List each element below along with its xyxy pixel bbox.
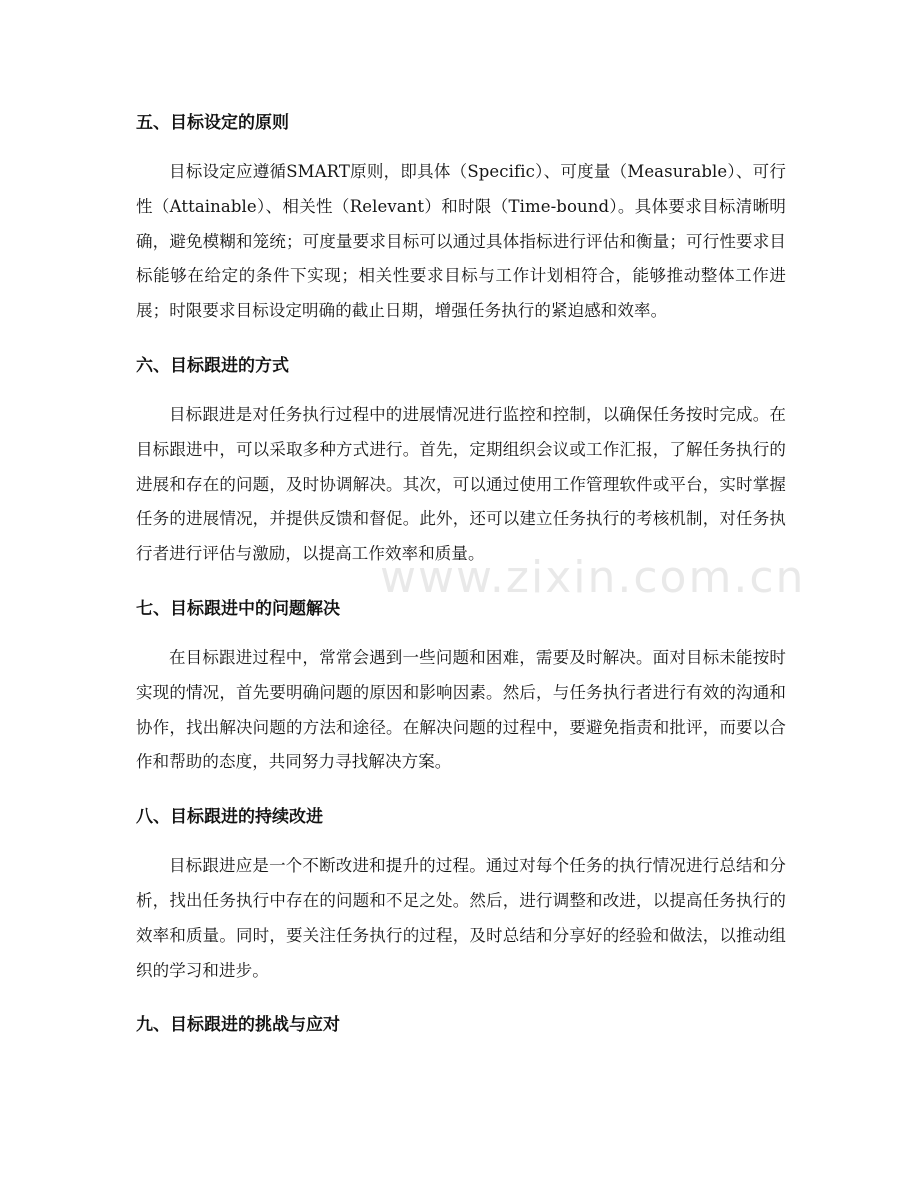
section-paragraph: 目标跟进是对任务执行过程中的进展情况进行监控和控制，以确保任务按时完成。在目标跟进中，可以采取多种方式进行。首先，定期组织会议或工作汇报，了解任务执行的进展和存在的问题，及时协调解决。其次，可以通过使用工作管理软件或平台，实时掌握任务的进展情况，并提供反馈和督促。此外，还可以建立任务执行的考核机制，对任务执行者进行评估与激励，以提高工作效率和质量。 (136, 404, 786, 564)
section-heading: 七、目标跟进中的问题解决 (136, 598, 340, 619)
document-content (136, 103, 786, 1045)
section-problem-solving (136, 589, 786, 780)
section-paragraph: 在目标跟进过程中，常常会遇到一些问题和困难，需要及时解决。面对目标未能按时实现的情况，首先要明确问题的原因和影响因素。然后，与任务执行者进行有效的沟通和协作，找出解决问题的方法和途径。在解决问题的过程中，要避免指责和批评，而要以合作和帮助的态度，共同努力寻找解决方案。 (136, 647, 786, 772)
section-heading: 六、目标跟进的方式 (136, 355, 289, 376)
section-paragraph: 目标跟进应是一个不断改进和提升的过程。通过对每个任务的执行情况进行总结和分析，找出任务执行中存在的问题和不足之处。然后，进行调整和改进，以提高任务执行的效率和质量。同时，要关注任务执行的过程，及时总结和分享好的经验和做法，以推动组织的学习和进步。 (136, 856, 786, 980)
section-heading: 九、目标跟进的挑战与应对 (136, 1015, 340, 1036)
section-continuous-improvement (136, 797, 786, 988)
section-paragraph: 目标设定应遵循SMART原则，即具体（Specific）、可度量（Measurable）、可行性（Attainable）、相关性（Relevant）和时限（Time-bound）。具体要求目标清晰明确，避免模糊和笼统；可度量要求目标可以通过具体指标进行评估和衡量；可行性要求目标能够在给定的条件下实现；相关性要求目标与工作计划相符合，能够推动整体工作进展；时限要求目标设定明确的截止日期，增强任务执行的紧迫感和效率。 (136, 162, 786, 321)
section-challenges (136, 1005, 786, 1045)
section-principles (136, 103, 786, 329)
section-heading: 五、目标设定的原则 (136, 113, 289, 133)
section-heading: 八、目标跟进的持续改进 (136, 807, 323, 828)
watermark-text: www.zixin.com.cn (380, 552, 806, 603)
section-tracking-methods (136, 346, 786, 572)
